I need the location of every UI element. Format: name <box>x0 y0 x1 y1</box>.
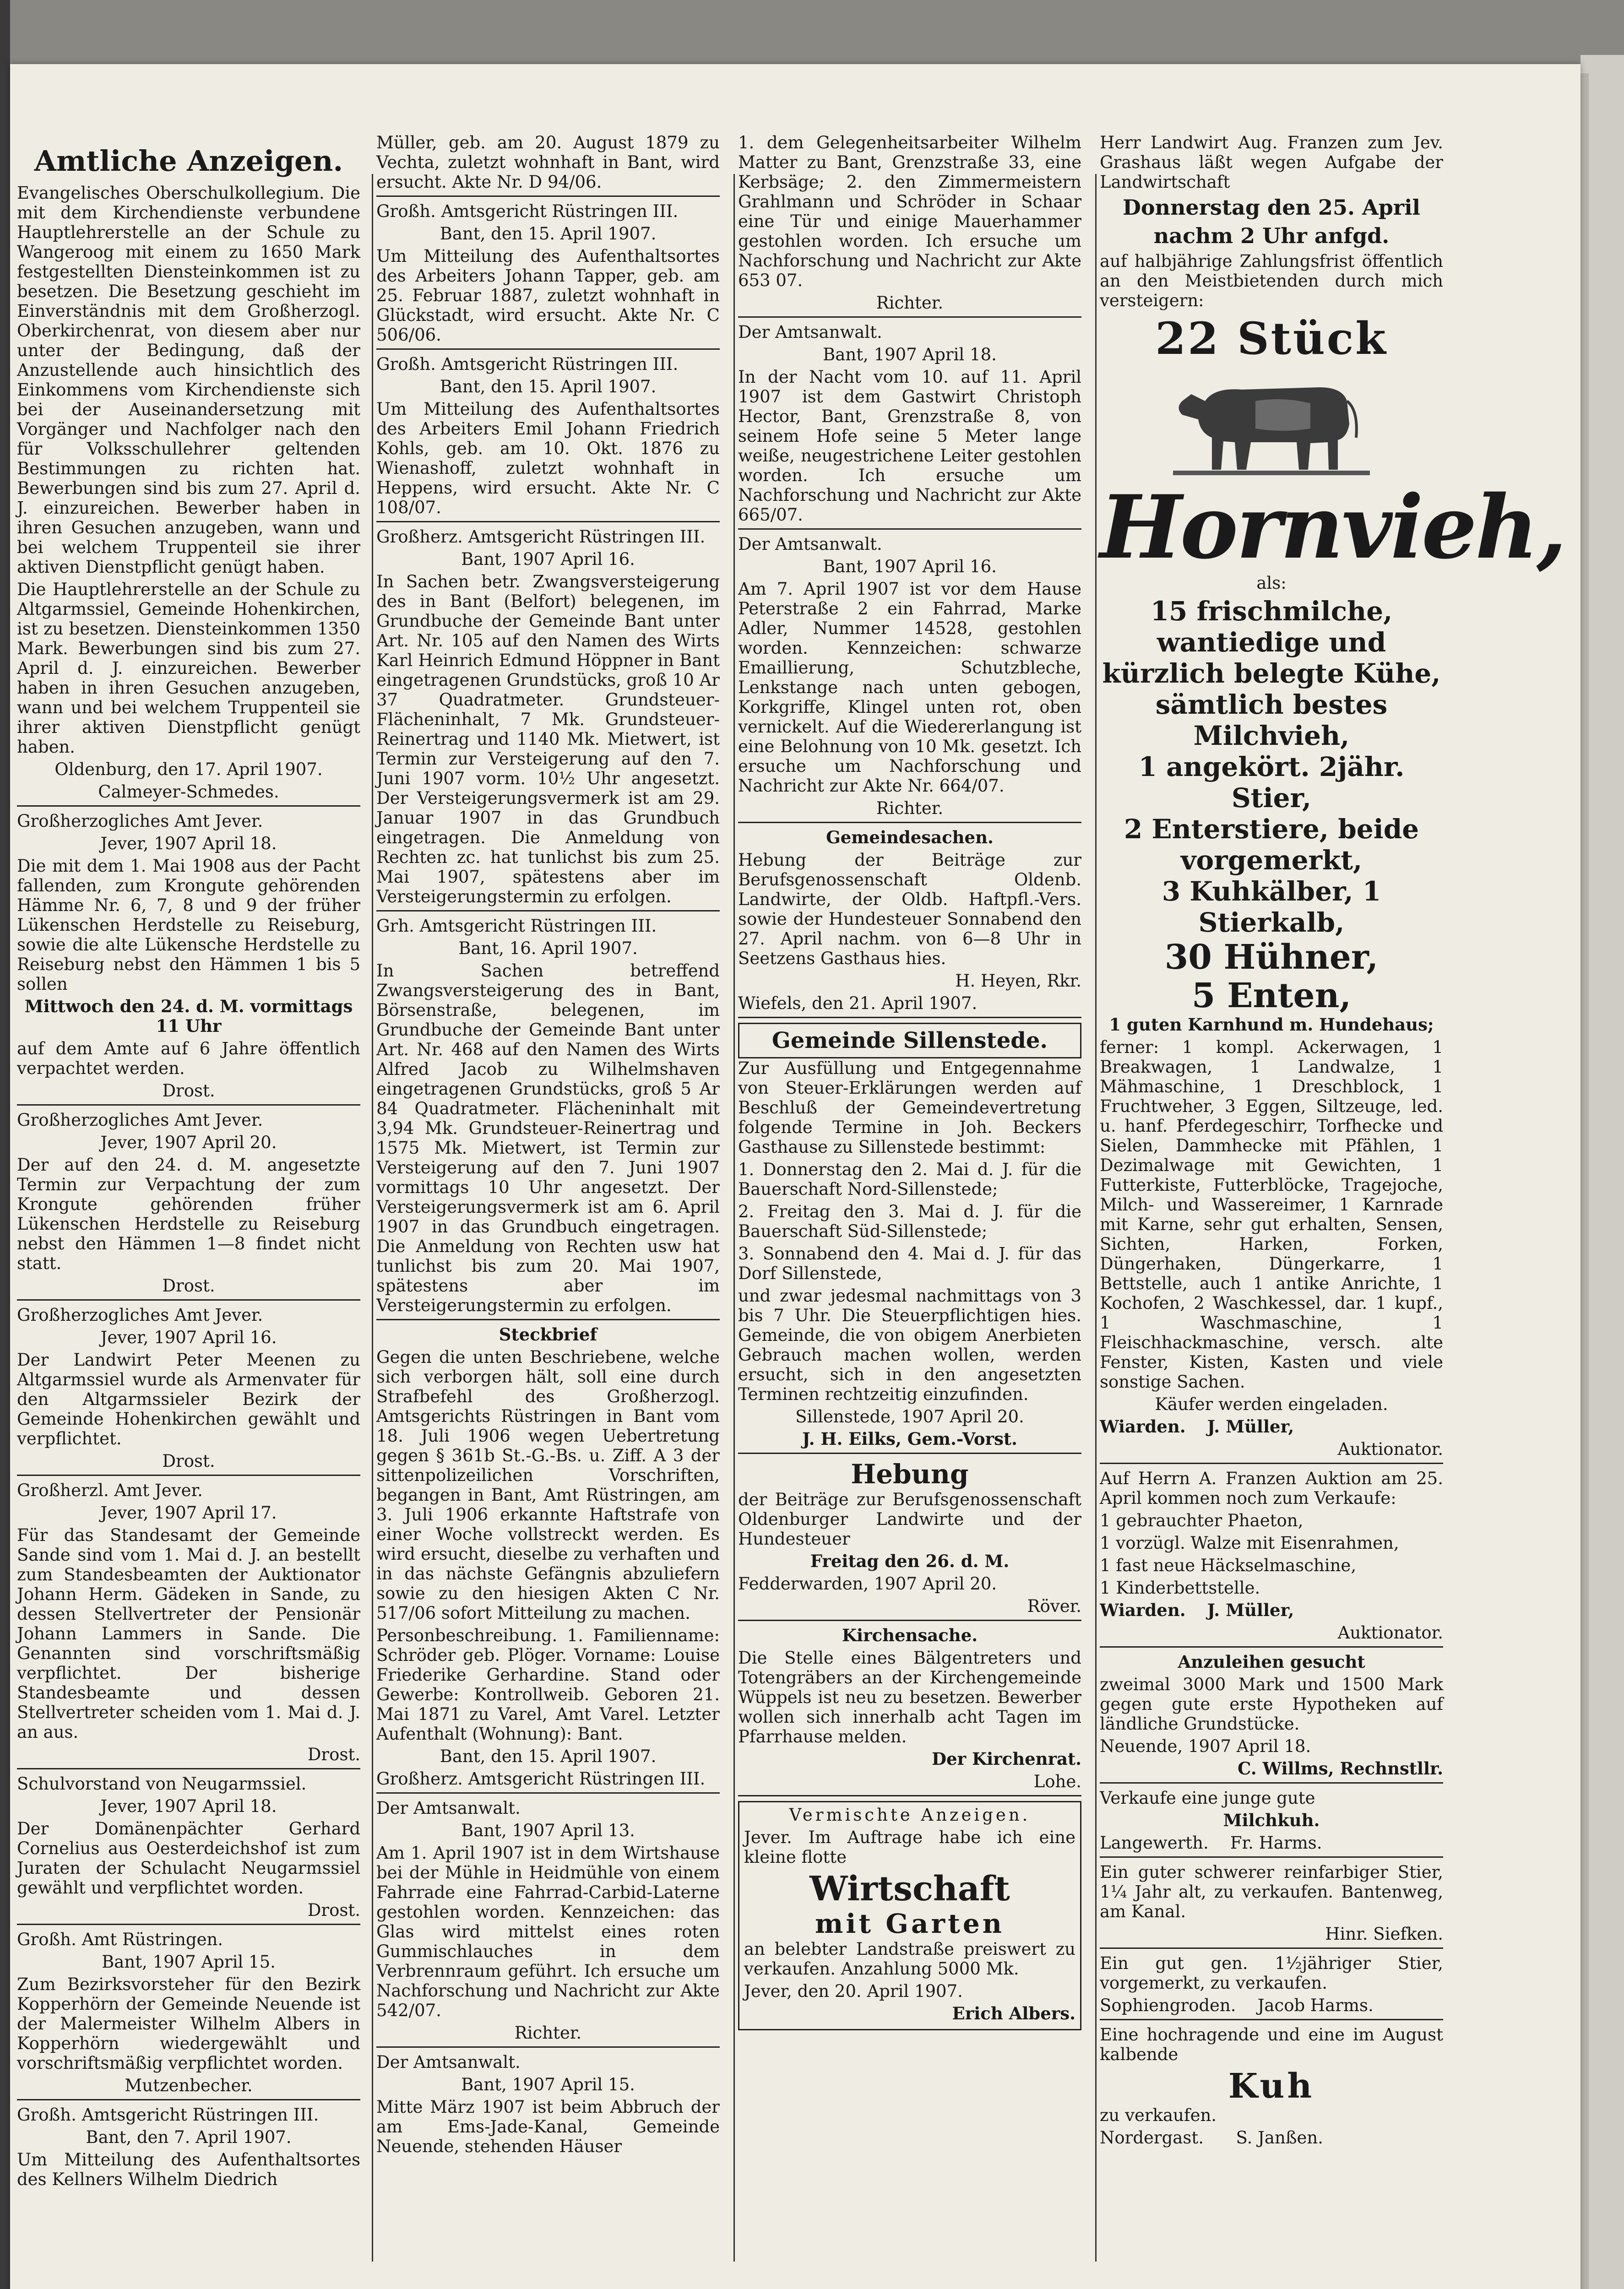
notice-date: Bant, den 7. April 1907. <box>86 2127 292 2147</box>
notice-signature: Richter. <box>876 798 944 818</box>
notice-date: Jever, 1907 April 17. <box>100 1503 277 1523</box>
column-rule <box>372 174 373 2262</box>
notice-date: Bant, 1907 April 18. <box>823 345 997 364</box>
place: Wiarden. <box>1100 1416 1186 1437</box>
notice-date: Jever, 1907 April 18. <box>100 1796 277 1816</box>
divider <box>738 1017 1081 1018</box>
notice-signature: Richter. <box>876 293 944 313</box>
notice-head: Großherzogliches Amt Jever. <box>17 1110 263 1130</box>
notice-head: Großh. Amtsgericht Rüstringen III. <box>376 201 679 221</box>
list-item: 2. Freitag den 3. Mai d. J. für die Bauerschaft Süd-Sillenstede; <box>738 1202 1081 1241</box>
notice-date: Bant, den 15. April 1907. <box>440 377 657 396</box>
notice-head: Großherzogliches Amt Jever. <box>17 811 263 831</box>
column-3 <box>738 133 1081 2030</box>
notice-text: Zum Bezirksvorsteher für den Bezirk Kopperhörn der Gemeinde Neuende ist der Malermeister Wilhelm Albers in Kopperhörn wiedergewählt und vorschriftsmäßig verpflichtet worden. <box>17 1974 360 2073</box>
ad-headline: mit Garten <box>815 1908 1005 1939</box>
divider <box>376 521 720 522</box>
notice-text: Um Mitteilung des Aufenthaltsortes des Arbeiters Emil Johann Friedrich Kohls, geb. am 10. Okt. 1876 zu Wienashoff, zuletzt wohnhaft in Heppens, wird ersucht. Akte Nr. C 108/07. <box>376 399 720 517</box>
divider <box>376 348 720 350</box>
notice-signature: Der Kirchenrat. <box>931 1749 1081 1769</box>
notice-head: Steckbrief <box>499 1324 597 1345</box>
divider <box>17 1299 360 1301</box>
notice-text: Der auf den 24. d. M. angesetzte Termin zur Verpachtung der zum Krongute gehörenden früher Lükenschen Herdstelle zu Reiseburg nebst den Hämmen 1—8 findet nicht statt. <box>17 1155 360 1273</box>
list-item: 1 vorzügl. Walze mit Eisenrahmen, <box>1100 1533 1399 1553</box>
divider <box>1100 1947 1443 1949</box>
notice-date: Bant, 1907 April 15. <box>102 1952 276 1972</box>
notice-date: Wiefels, den 21. April 1907. <box>738 993 978 1013</box>
notice-date: Jever, 1907 April 18. <box>100 834 277 853</box>
divider <box>1100 1463 1443 1464</box>
notice-date: Bant, 1907 April 16. <box>461 549 635 569</box>
notice-text: Für das Standesamt der Gemeinde Sande sind vom 1. Mai d. J. an bestellt zum Standesbeamten der Auktionator Johann Herm. Gädeken in Sande, zu dessen Stellvertreter der Pensionär Johann Lammers in Sande. Die Genannten sind vorschriftsmäßig verpflichtet. Der bisherige Standesbeamte und dessen Stellvertreter scheiden vom 1. Mai d. J. an aus. <box>17 1525 360 1742</box>
signature: S. Janßen. <box>1236 2128 1324 2148</box>
divider <box>738 316 1081 318</box>
notice-head: Schulvorstand von Neugarmssiel. <box>17 1774 307 1794</box>
notice-signature: Drost. <box>307 1900 360 1920</box>
notice-text: 1. dem Gelegenheitsarbeiter Wilhelm Matter zu Bant, Grenzstraße 33, eine Kerbsäge; 2. den Zimmermeistern Grahlmann und Schröder in Schaar eine Tür und einige Mauerhammer gestohlen worden. Ich ersuche um Nachforschung und Nachricht zur Akte 653 07. <box>738 133 1081 290</box>
column-1 <box>17 133 360 2192</box>
divider <box>1100 1782 1443 1784</box>
notice-text: In der Nacht vom 10. auf 11. April 1907 ist dem Gastwirt Christoph Hector, Bant, Grenzstraße 8, von seinem Hofe seine 5 Meter lange weiße, neugestrichene Leiter gestohlen worden. Ich ersuche um Nachforschung und Nachricht zur Akte 665/07. <box>738 367 1081 525</box>
notice-text: Verkaufe eine junge gute <box>1100 1788 1315 1808</box>
ad-line: 30 Hühner, <box>1164 938 1379 977</box>
ad-headline: 22 Stück <box>1155 313 1388 364</box>
divider <box>1100 2019 1443 2020</box>
notice-head: Der Amtsanwalt. <box>738 534 882 554</box>
notice-text: Mitte März 1907 ist beim Abbruch der am Ems-Jade-Kanal, Gemeinde Neuende, stehenden Häuser <box>376 2097 720 2156</box>
ad-line: 2 Enterstiere, beide vorgemerkt, <box>1124 814 1419 876</box>
notice-date: Oldenburg, den 17. April 1907. <box>54 759 323 779</box>
notice-text: der Beiträge zur Berufsgenossenschaft Oldenburger Landwirte und der Hundesteuer <box>738 1490 1081 1549</box>
notice-signature: Auktionator. <box>1337 1623 1443 1643</box>
notice-emphasis: Freitag den 26. d. M. <box>810 1551 1010 1571</box>
notice-signature-line <box>1100 2128 1443 2148</box>
column-2 <box>376 133 720 2159</box>
notice-text: Jever. Im Auftrage habe ich eine kleine flotte <box>744 1828 1075 1867</box>
notice-head: Der Amtsanwalt. <box>376 2052 521 2072</box>
divider <box>17 2099 360 2100</box>
notice-text: In Sachen betreffend Zwangsversteigerung des in Bant, Börsenstraße, belegenen, im Grundbuche der Gemeinde Bant unter Art. Nr. 468 auf den Namen des Wirts Alfred Jacob zu Wilhelmshaven eingetragenen Grundstücks, groß 5 Ar 84 Quadratmeter. Flächeninhalt mit 3,94 Mk. Grundsteuer-Reinertrag und 1575 Mk. Mietwert, ist Termin zur Versteigerung auf den 7. Juni 1907 vormittags 10 Uhr angesetzt. Der Versteigerungsvermerk ist am 6. April 1907 in das Grundbuch eingetragen. Die Anmeldung von Rechten usw hat tunlichst bis zum 20. Mai 1907, spätestens aber im Versteigerungstermin zu erfolgen. <box>376 961 720 1315</box>
signature: J. Müller, <box>1207 1416 1294 1437</box>
notice-signature: Röver. <box>1027 1596 1081 1616</box>
notice-date: Jever, 1907 April 20. <box>100 1133 277 1152</box>
book-binding <box>0 0 10 2289</box>
ad-line: 15 frischmilche, wantiedige und kürzlich belegte Kühe, sämtlich bestes Milchvieh, <box>1102 596 1441 751</box>
notice-text: ferner: 1 kompl. Ackerwagen, 1 Breakwagen, 1 Landwalze, 1 Mähmaschine, 1 Dreschblock, 1 Fruchtweher, 3 Eggen, Siltzeuge, led. u. hanf. Pferdegeschirr, Torfhecke und Sielen, Dammhecke mit Pfählen, 1 Dezimalwage mit Gewichten, 1 Futterkiste, Futterblöcke, Tragejoche, Milch- und Wassereimer, 1 Karnrade mit Karne, sehr gut erhalten, Sensen, Sichten, Harken, Forken, Düngerhaken, Düngerkarre, 1 Bettstelle, auch 1 antike Anrichte, 1 Kochofen, 2 Waschkessel, dar. 1 kupf., 1 Waschmaschine, 1 Fleischhackmaschine, versch. alte Fenster, Kisten, Kasten und viele sonstige Sachen. <box>1100 1037 1443 1392</box>
notice-head: Anzuleihen gesucht <box>1178 1652 1365 1672</box>
ad-line: 1 guten Karnhund m. Hundehaus; <box>1109 1014 1434 1035</box>
notice-signature: J. H. Eilks, Gem.-Vorst. <box>802 1429 1017 1449</box>
list-item: 1 fast neue Häckselmaschine, <box>1100 1556 1357 1575</box>
notice-date: Bant, den 15. April 1907. <box>440 224 657 244</box>
divider <box>17 1924 360 1925</box>
notice-text: zu verkaufen. <box>1100 2105 1217 2125</box>
notice-date: Bant, 1907 April 15. <box>461 2075 635 2094</box>
newspaper-page <box>10 64 1581 2289</box>
divider <box>738 1795 1081 1796</box>
notice-head: Der Amtsanwalt. <box>376 1798 521 1818</box>
notice-head: Großh. Amtsgericht Rüstringen III. <box>376 354 679 374</box>
divider <box>376 195 720 197</box>
notice-signature: Drost. <box>162 1081 215 1101</box>
place: Langewerth. <box>1100 1833 1209 1853</box>
notice-text: Personbeschreibung. 1. Familienname: Schröder geb. Plöger. Vorname: Louise Friederike Gerhardine. Stand oder Gewerbe: Kontrollweib. Geboren 21. Mai 1871 zu Varel, Amt Varel. Letzter Aufenthalt (Wohnung): Bant. <box>376 1626 720 1744</box>
section-head: Vermischte Anzeigen. <box>789 1805 1031 1825</box>
notice-text: als: <box>1256 573 1287 593</box>
notice-signature: Hinr. Siefken. <box>1325 1924 1443 1944</box>
notice-head: Der Amtsanwalt. <box>738 322 882 342</box>
divider <box>738 822 1081 823</box>
notice-date: Sillenstede, 1907 April 20. <box>795 1407 1024 1427</box>
notice-text: Um Mitteilung des Aufenthaltsortes des Kellners Wilhelm Diedrich <box>17 2150 360 2189</box>
notice-text: Evangelisches Oberschulkollegium. Die mit dem Kirchendienste verbundene Hauptlehrerstelle an der Schule zu Wangeroog mit einem zu 1650 Mark festgestellten Diensteinkommen ist zu besetzen. Die Besetzung geschieht im Einverständnis mit dem Großherzogl. Oberkirchenrat, von diesem aber nur unter der Bedingung, daß der Anzustellende auch hinsichtlich des Einkommens vom Kirchendienste sich bei der Auseinandersetzung mit Vorgänger und Nachfolger nach den für Volksschullehrer geltenden Bestimmungen zu richten hat. Bewerbungen sind bis zum 27. April d. J. einzureichen. Bewerber haben in ihren Gesuchen anzugeben, wann und bei welchem Truppenteil sie ihrer aktiven Dienstpflicht genügt haben. <box>17 183 360 577</box>
ad-box <box>738 1801 1081 2030</box>
notice-text: auf dem Amte auf 6 Jahre öffentlich verpachtet werden. <box>17 1039 360 1078</box>
notice-text: an belebter Landstraße preiswert zu verkaufen. Anzahlung 5000 Mk. <box>744 1939 1075 1979</box>
notice-text: Am 1. April 1907 ist in dem Wirtshause bei der Mühle in Heidmühle von einem Fahrrade eine Fahrrad-Carbid-Laterne gestohlen worden. Kennzeichen: das Glas wird mittelst eines roten Gummischlauches in dem Verbrennraum geführt. Ich ersuche um Nachforschung und Nachricht zur Akte 542/07. <box>376 1843 720 2020</box>
notice-text: Die Hauptlehrerstelle an der Schule zu Altgarmssiel, Gemeinde Hohenkirchen, ist zu besetzen. Diensteinkommen 1350 Mark. Bewerbungen sind bis zum 27. April d. J. einzureichen. Bewerber haben in ihren Gesuchen anzugeben, wann und bei welchem Truppenteil sie ihrer aktiven Dienstpflicht genügt haben. <box>17 580 360 757</box>
notice-date: Neuende, 1907 April 18. <box>1100 1736 1311 1756</box>
divider <box>17 1104 360 1106</box>
ad-headline: Hornvieh, <box>1100 476 1565 578</box>
notice-date: Bant, den 15. April 1907. <box>440 1747 657 1766</box>
ad-line: 5 Enten, <box>1191 976 1352 1015</box>
notice-signature: Calmeyer-Schmedes. <box>98 782 279 802</box>
divider <box>17 805 360 807</box>
notice-signature: Erich Albers. <box>952 2003 1075 2023</box>
notice-head: Großh. Amt Rüstringen. <box>17 1930 223 1949</box>
column-4 <box>1100 133 1565 2150</box>
divider <box>17 1768 360 1769</box>
notice-date: Fedderwarden, 1907 April 20. <box>738 1574 997 1594</box>
section-title: Amtliche Anzeigen. <box>34 144 343 178</box>
divider <box>376 1319 720 1320</box>
notice-text: auf halbjährige Zahlungsfrist öffentlich an den Meistbietenden durch mich versteigern: <box>1100 251 1443 310</box>
notice-head: Grh. Amtsgericht Rüstringen III. <box>376 916 657 936</box>
notice-text: Zur Ausfüllung und Entgegennahme von Steuer-Erklärungen werden auf Beschluß der Gemeindevertretung folgende Termine in Joh. Beckers Gasthause zu Sillenstede bestimmt: <box>738 1058 1081 1157</box>
notice-emphasis: nachm 2 Uhr anfgd. <box>1153 223 1390 248</box>
notice-head: Großh. Amtsgericht Rüstringen III. <box>17 2105 319 2125</box>
notice-headline: Gemeinde Sillenstede. <box>738 1023 1081 1058</box>
ad-line: 3 Kuhkälber, 1 Stierkalb, <box>1162 876 1381 938</box>
notice-text: Um Mitteilung des Aufenthaltsortes des Arbeiters Johann Tapper, geb. am 25. Februar 1887, zuletzt wohnhaft in Glückstadt, wird ersucht. Akte Nr. C 506/06. <box>376 246 720 345</box>
column-rule <box>733 174 735 2262</box>
notice-text: und zwar jedesmal nachmittags von 3 bis 7 Uhr. Die Steuerpflichtigen hies. Gemeinde, die von obigem Anerbieten Gebrauch machen wollen, werden ersucht, sich in den angesetzten Terminen rechtzeitig einzufinden. <box>738 1286 1081 1404</box>
notice-date: Jever, 1907 April 16. <box>100 1328 277 1347</box>
divider <box>738 528 1081 530</box>
notice-signature: Drost. <box>162 1451 215 1471</box>
notice-emphasis: Mittwoch den 24. d. M. vormittags 11 Uhr <box>24 996 353 1036</box>
notice-text: Auf Herrn A. Franzen Auktion am 25. April kommen noch zum Verkaufe: <box>1100 1469 1443 1508</box>
divider <box>1100 1646 1443 1648</box>
notice-date: Bant, 1907 April 16. <box>823 557 997 576</box>
notice-signature: Auktionator. <box>1337 1439 1443 1459</box>
notice-text: Der Domänenpächter Gerhard Cornelius aus Oesterdeichshof ist zum Juraten der Schulacht Neugarmssiel gewählt und verpflichtet worden. <box>17 1819 360 1898</box>
notice-text: Ein gut gen. 1½jähriger Stier, vorgemerkt, zu verkaufen. <box>1100 1953 1443 1993</box>
list-item: 1 Kinderbettstelle. <box>1100 1578 1260 1598</box>
place: Sophiengroden. <box>1100 1996 1236 2015</box>
notice-date: Bant, 1907 April 13. <box>461 1821 635 1840</box>
notice-head: Großherzl. Amt Jever. <box>17 1481 203 1500</box>
notice-head: Gemeindesachen. <box>826 827 994 847</box>
divider <box>376 2046 720 2048</box>
notice-text: In Sachen betr. Zwangsversteigerung des in Bant (Belfort) belegenen, im Grundbuche der Gemeinde Bant unter Art. Nr. 105 auf den Namen des Wirts Karl Heinrich Edmund Höppner in Bant eingetragenen Grundstücks, groß 10 Ar 37 Quadratmeter. Grundsteuer-Flächeninhalt, 7 Mk. Grundsteuer-Reinertrag und 1140 Mk. Mietwert, ist Termin zur Versteigerung auf den 7. Juni 1907 vorm. 10½ Uhr angesetzt. Der Versteigerungsvermerk ist am 29. Januar 1907 in das Grundbuch eingetragen. Die Anmeldung von Rechten zc. hat tunlichst bis zum 25. Mai 1907, spätestens aber im Versteigerungstermin zu erfolgen. <box>376 572 720 906</box>
notice-text: Ein guter schwerer reinfarbiger Stier, 1¼ Jahr alt, zu verkaufen. Bantenweg, am Kanal. <box>1100 1862 1443 1921</box>
ad-headline: Kuh <box>1228 2067 1315 2106</box>
signature: J. Müller, <box>1207 1600 1294 1620</box>
divider <box>376 910 720 911</box>
notice-text: Am 7. April 1907 ist vor dem Hause Peterstraße 2 ein Fahrrad, Marke Adler, Nummer 14528, gestohlen worden. Kennzeichen: schwarze Emaillierung, Schutzbleche, Lenkstange nach unten gebogen, Korkgriffe, Klingel unten rot, oben vernickelt. Auf die Wiedererlangung ist eine Belohnung von 10 Mk. gesetzt. Ich ersuche um Nachforschung und Nachricht zur Akte Nr. 664/07. <box>738 579 1081 796</box>
signature: Jacob Harms. <box>1257 1996 1374 2015</box>
notice-text: Herr Landwirt Aug. Franzen zum Jev. Grashaus läßt wegen Aufgabe der Landwirtschaft <box>1100 133 1443 192</box>
ad-line: 1 angekört. 2jähr. Stier, <box>1138 751 1405 814</box>
column-rule <box>1095 174 1097 2262</box>
divider <box>1100 1856 1443 1858</box>
notice-signature: Mutzenbecher. <box>125 2076 253 2095</box>
notice-signature: Lohe. <box>1033 1772 1081 1791</box>
notice-text: zweimal 3000 Mark und 1500 Mark gegen gute erste Hypotheken auf ländliche Grundstücke. <box>1100 1675 1443 1734</box>
notice-text: Die Stelle eines Bälgentreters und Totengräbers an der Kirchengemeinde Wüppels ist neu zu besetzen. Bewerber wollen sich innerhalb acht Tagen im Pfarrhause melden. <box>738 1648 1081 1747</box>
notice-signature-line <box>1100 1600 1443 1620</box>
notice-text: Die mit dem 1. Mai 1908 aus der Pacht fallenden, zum Krongute gehörenden Hämme Nr. 6, 7, 8 und 9 der früher Lükenschen Herdstelle zu Reiseburg, sowie die alte Lükensche Herdstelle zu Reiseburg nebst den Hämmen 1 bis 5 sollen <box>17 856 360 994</box>
notice-text: Der Landwirt Peter Meenen zu Altgarmssiel wurde als Armenvater für den Altgarmssieler Bezirk der Gemeinde Hohenkirchen gewählt und verpflichtet. <box>17 1350 360 1448</box>
ad-headline: Wirtschaft <box>809 1869 1010 1909</box>
notice-date: Bant, 16. April 1907. <box>458 938 638 958</box>
notice-text: Müller, geb. am 20. August 1879 zu Vechta, zuletzt wohnhaft in Bant, wird ersucht. Akte Nr. D 94/06. <box>376 133 720 192</box>
notice-date: Jever, den 20. April 1907. <box>744 1981 963 2001</box>
notice-signature: Richter. <box>514 2023 582 2043</box>
notice-text: Gegen die unten Beschriebene, welche sich verborgen hält, soll eine durch Strafbefehl des Großherzogl. Amtsgerichts Rüstringen in Bant vom 18. Juli 1906 wegen Uebertretung gegen § 361b St.-G.-Bs. u. Ziff. A 3 der sittenpolizeilichen Vorschriften, begangen in Bant, Amt Rüstringen, am 3. Juli 1906 erkannte Haftstrafe von einer Woche vollstreckt werden. Es wird ersucht, dieselbe zu verhaften und in das nächste Gefängnis abzuliefern sowie zu den hiesigen Akten C Nr. 517/06 sofort Mitteilung zu machen. <box>376 1347 720 1623</box>
place: Wiarden. <box>1100 1600 1186 1620</box>
notice-text: Käufer werden eingeladen. <box>1155 1394 1388 1414</box>
notice-head: Großherz. Amtsgericht Rüstringen III. <box>376 527 706 547</box>
notice-text: Eine hochragende und eine im August kalbende <box>1100 2025 1443 2064</box>
notice-emphasis: Donnerstag den 25. April <box>1122 195 1421 220</box>
notice-signature: Drost. <box>162 1276 215 1296</box>
notice-text: Hebung der Beiträge zur Berufsgenossenschaft Oldenb. Landwirte, der Oldb. Haftpfl.-Vers. sowie der Hundesteuer Sonnabend den 27. April nachm. von 6—8 Uhr in Seetzens Gasthaus hies. <box>738 850 1081 968</box>
notice-head: Kirchensache. <box>842 1625 978 1645</box>
list-item: 1. Donnerstag den 2. Mai d. J. für die Bauerschaft Nord-Sillenstede; <box>738 1160 1081 1199</box>
notice-signature: Drost. <box>307 1745 360 1764</box>
notice-headline: Hebung <box>851 1459 969 1490</box>
notice-head: Großherzogliches Amt Jever. <box>17 1305 263 1325</box>
notice-signature: H. Heyen, Rkr. <box>955 971 1081 991</box>
notice-signature: C. Willms, Rechnstllr. <box>1237 1758 1443 1779</box>
divider <box>738 1620 1081 1621</box>
list-item: 1 gebrauchter Phaeton, <box>1100 1511 1304 1530</box>
notice-signature-line <box>1100 1417 1443 1437</box>
cow-illustration <box>1173 369 1370 479</box>
divider <box>17 1475 360 1476</box>
list-item: 3. Sonnabend den 4. Mai d. J. für das Dorf Sillenstede, <box>738 1244 1081 1283</box>
place: Nordergast. <box>1100 2128 1204 2148</box>
notice-signature-line <box>1100 1996 1443 2015</box>
notice-emphasis: Milchkuh. <box>1223 1810 1320 1830</box>
divider <box>738 1453 1081 1454</box>
notice-signature-line <box>1100 1833 1443 1853</box>
signature: Fr. Harms. <box>1230 1833 1322 1853</box>
notice-signature: Großherz. Amtsgericht Rüstringen III. <box>376 1769 706 1789</box>
divider <box>376 1792 720 1794</box>
